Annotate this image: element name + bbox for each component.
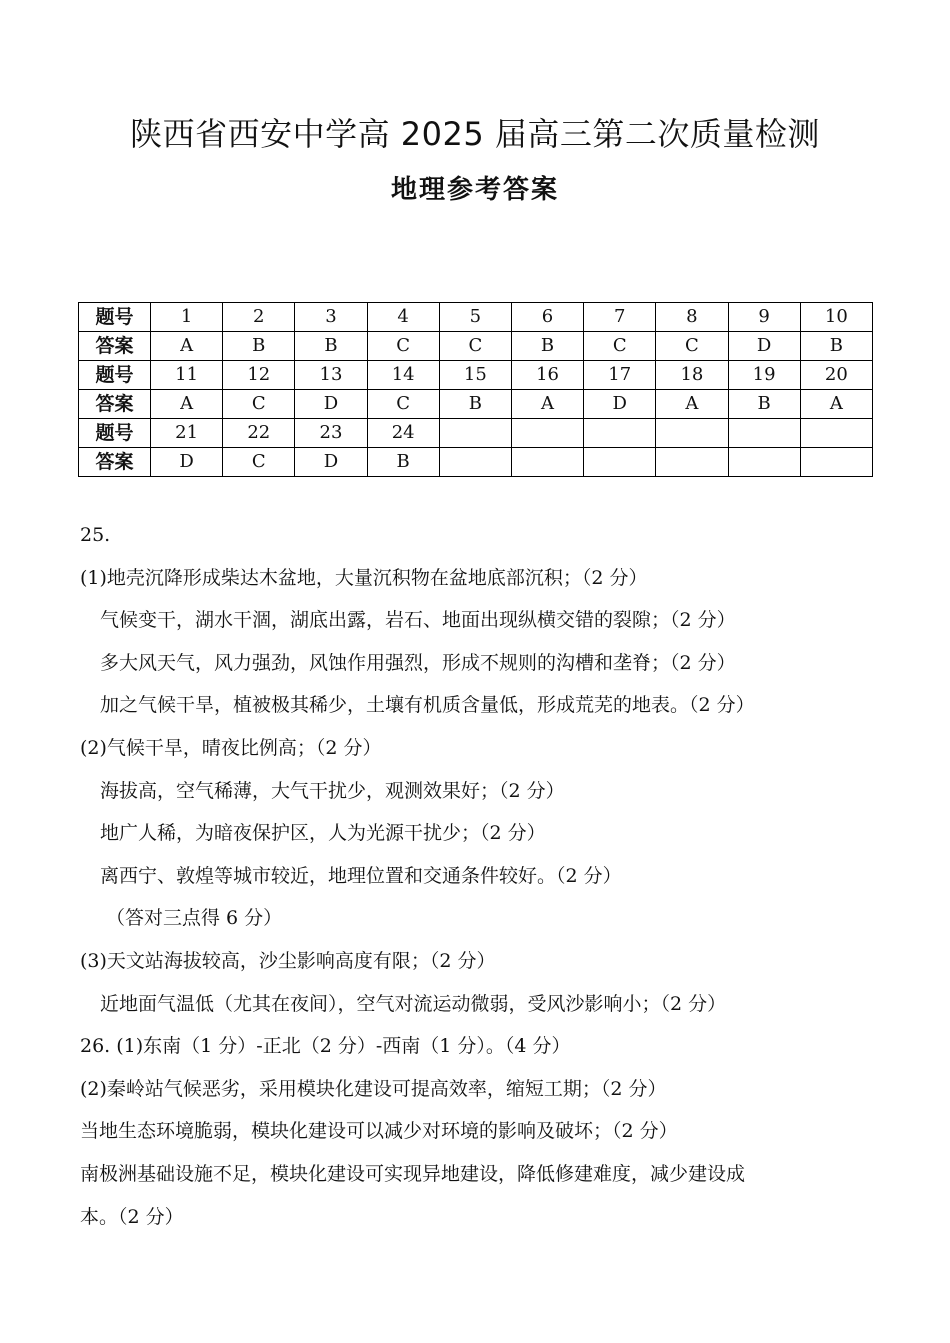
- answer-table-cell: 8: [656, 303, 728, 332]
- answer-table-cell: 11: [151, 361, 223, 390]
- answer-table-cell: 5: [439, 303, 511, 332]
- answer-table-cell: 14: [367, 361, 439, 390]
- q25-part1-line: 气候变干，湖水干涸，湖底出露，岩石、地面出现纵横交错的裂隙；（2 分）: [100, 609, 736, 632]
- row-label: 题号: [79, 419, 151, 448]
- q25-part3-line: (3)天文站海拔较高，沙尘影响高度有限；（2 分）: [80, 949, 496, 972]
- row-label: 题号: [79, 361, 151, 390]
- answer-table-row: [79, 419, 873, 448]
- row-label: 答案: [79, 390, 151, 419]
- answer-table-cell: C: [656, 332, 728, 361]
- answer-table-cell: 17: [584, 361, 656, 390]
- q26-part1-line: 26. (1)东南（1 分）-正北（2 分）-西南（1 分）。（4 分）: [80, 1035, 571, 1058]
- answer-table-cell: A: [151, 390, 223, 419]
- answer-table-cell: 23: [295, 419, 367, 448]
- q25-part1-line: 加之气候干旱，植被极其稀少，土壤有机质含量低，形成荒芜的地表。（2 分）: [100, 694, 755, 717]
- answer-table-cell: 3: [295, 303, 367, 332]
- answer-table-cell: C: [223, 448, 295, 477]
- page-subtitle: 地理参考答案: [390, 175, 559, 205]
- answer-table-cell: A: [656, 390, 728, 419]
- q26-part2-line: (2)秦岭站气候恶劣，采用模块化建设可提高效率，缩短工期；（2 分）: [80, 1077, 667, 1100]
- answer-table-cell: D: [728, 332, 800, 361]
- answer-table-cell: [511, 419, 583, 448]
- answer-table-cell: B: [295, 332, 367, 361]
- answer-table-cell: B: [223, 332, 295, 361]
- row-label: 答案: [79, 332, 151, 361]
- answer-table-cell: A: [151, 332, 223, 361]
- answer-body: [80, 514, 880, 1238]
- answer-table-cell: 13: [295, 361, 367, 390]
- answer-table-cell: D: [295, 390, 367, 419]
- answer-table-cell: B: [511, 332, 583, 361]
- answer-table-cell: B: [367, 448, 439, 477]
- row-label: 题号: [79, 303, 151, 332]
- answer-table-cell: [728, 419, 800, 448]
- answer-table-cell: 6: [511, 303, 583, 332]
- answer-table-cell: 20: [800, 361, 872, 390]
- answer-table: [78, 302, 873, 477]
- answer-table-cell: [439, 419, 511, 448]
- q25-part2-line: 离西宁、敦煌等城市较近，地理位置和交通条件较好。（2 分）: [100, 864, 622, 887]
- answer-table-cell: 15: [439, 361, 511, 390]
- answer-table-cell: [584, 448, 656, 477]
- answer-table-cell: 16: [511, 361, 583, 390]
- q25-part2-line: 海拔高，空气稀薄，大气干扰少，观测效果好；（2 分）: [100, 779, 565, 802]
- answer-table-row: [79, 390, 873, 419]
- answer-table-cell: [584, 419, 656, 448]
- answer-table-cell: D: [151, 448, 223, 477]
- answer-table-cell: 2: [223, 303, 295, 332]
- answer-table-cell: A: [511, 390, 583, 419]
- answer-table-cell: 19: [728, 361, 800, 390]
- answer-table-cell: B: [728, 390, 800, 419]
- q26-part2-line: 当地生态环境脆弱，模块化建设可以减少对环境的影响及破坏；（2 分）: [80, 1120, 678, 1143]
- answer-table-cell: B: [439, 390, 511, 419]
- answer-table-cell: C: [367, 332, 439, 361]
- q25-part1-line: (1)地壳沉降形成柴达木盆地，大量沉积物在盆地底部沉积；（2 分）: [80, 566, 648, 589]
- answer-table-cell: 12: [223, 361, 295, 390]
- answer-table-cell: C: [439, 332, 511, 361]
- answer-table-cell: [728, 448, 800, 477]
- row-label: 答案: [79, 448, 151, 477]
- answer-table-cell: D: [295, 448, 367, 477]
- answer-table-cell: 18: [656, 361, 728, 390]
- answer-table-cell: 4: [367, 303, 439, 332]
- answer-table-cell: [656, 448, 728, 477]
- q25-part2-line: (2)气候干旱，晴夜比例高；（2 分）: [80, 736, 382, 759]
- answer-table-cell: 10: [800, 303, 872, 332]
- answer-table-cell: A: [800, 390, 872, 419]
- answer-table-cell: D: [584, 390, 656, 419]
- q25-part2-line: 地广人稀，为暗夜保护区，人为光源干扰少；（2 分）: [100, 822, 546, 845]
- answer-table-cell: 22: [223, 419, 295, 448]
- q25-part3-line: 近地面气温低（尤其在夜间），空气对流运动微弱，受风沙影响小；（2 分）: [100, 992, 727, 1015]
- answer-table-cell: 21: [151, 419, 223, 448]
- answer-table-cell: [439, 448, 511, 477]
- answer-table-row: [79, 361, 873, 390]
- answer-table-cell: 7: [584, 303, 656, 332]
- q25-part1-line: 多大风天气，风力强劲，风蚀作用强烈，形成不规则的沟槽和垄脊；（2 分）: [100, 651, 736, 674]
- answer-table-cell: C: [367, 390, 439, 419]
- page-title: 陕西省西安中学高 2025 届高三第二次质量检测: [130, 115, 820, 153]
- answer-table-cell: C: [584, 332, 656, 361]
- answer-table-row: [79, 448, 873, 477]
- answer-table-cell: [656, 419, 728, 448]
- answer-table-cell: 1: [151, 303, 223, 332]
- q26-part2-line: 本。（2 分）: [80, 1205, 184, 1228]
- answer-table-row: [79, 332, 873, 361]
- answer-table-row: [79, 303, 873, 332]
- q26-part2-line: 南极洲基础设施不足，模块化建设可实现异地建设，降低修建难度，减少建设成: [80, 1162, 746, 1185]
- answer-table-cell: 9: [728, 303, 800, 332]
- answer-table-cell: C: [223, 390, 295, 419]
- q25-number: 25.: [80, 524, 111, 546]
- answer-table-cell: [800, 448, 872, 477]
- answer-table-cell: [800, 419, 872, 448]
- answer-table-cell: [511, 448, 583, 477]
- answer-table-cell: B: [800, 332, 872, 361]
- answer-table-cell: 24: [367, 419, 439, 448]
- q25-part2-note: （答对三点得 6 分）: [106, 907, 283, 930]
